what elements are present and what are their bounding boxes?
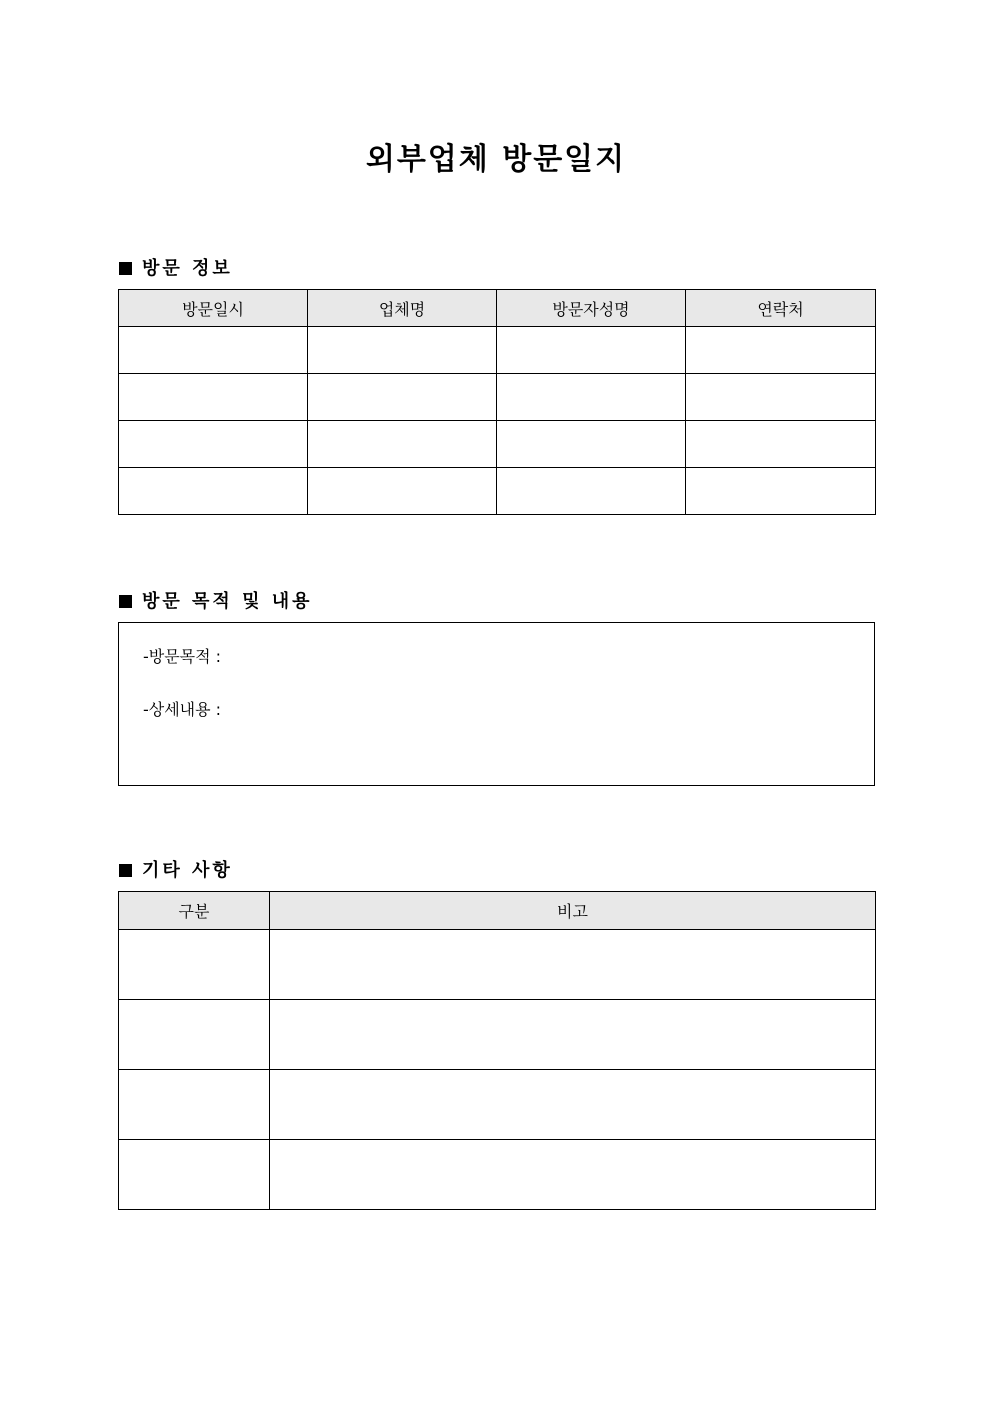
visit-datetime-cell[interactable] — [119, 468, 308, 515]
table-row — [119, 374, 876, 421]
remarks-cell[interactable] — [270, 1140, 876, 1210]
visitor-name-cell[interactable] — [497, 468, 686, 515]
square-bullet-icon — [119, 595, 132, 608]
table-row — [119, 468, 876, 515]
detail-content-label: -상세내용 : — [143, 700, 222, 719]
visit-datetime-cell[interactable] — [119, 327, 308, 374]
column-header-category: 구분 — [119, 892, 270, 930]
company-name-cell[interactable] — [308, 374, 497, 421]
section-heading-other — [119, 856, 233, 882]
visitor-name-cell[interactable] — [497, 327, 686, 374]
contact-cell[interactable] — [686, 468, 876, 515]
remarks-cell[interactable] — [270, 1070, 876, 1140]
category-cell[interactable] — [119, 930, 270, 1000]
category-cell[interactable] — [119, 1000, 270, 1070]
section-heading-purpose — [119, 587, 313, 613]
visit-datetime-cell[interactable] — [119, 374, 308, 421]
visitor-name-cell[interactable] — [497, 374, 686, 421]
column-header-visit-datetime: 방문일시 — [119, 290, 308, 327]
visit-purpose-line — [143, 644, 221, 667]
table-header-row — [119, 290, 876, 327]
company-name-cell[interactable] — [308, 468, 497, 515]
column-header-company-name: 업체명 — [308, 290, 497, 327]
purpose-content-box[interactable] — [118, 622, 875, 786]
other-notes-table — [118, 891, 876, 1210]
contact-cell[interactable] — [686, 421, 876, 468]
contact-cell[interactable] — [686, 327, 876, 374]
remarks-cell[interactable] — [270, 1000, 876, 1070]
visit-datetime-cell[interactable] — [119, 421, 308, 468]
column-header-visitor-name: 방문자성명 — [497, 290, 686, 327]
remarks-cell[interactable] — [270, 930, 876, 1000]
document-title: 외부업체 방문일지 — [365, 142, 627, 177]
square-bullet-icon — [119, 864, 132, 877]
table-header-row — [119, 892, 876, 930]
column-header-contact: 연락처 — [686, 290, 876, 327]
table-row — [119, 327, 876, 374]
company-name-cell[interactable] — [308, 327, 497, 374]
table-row — [119, 1140, 876, 1210]
detail-content-line — [143, 697, 221, 720]
square-bullet-icon — [119, 262, 132, 275]
category-cell[interactable] — [119, 1140, 270, 1210]
section-heading-visit-info — [119, 254, 233, 280]
category-cell[interactable] — [119, 1070, 270, 1140]
table-row — [119, 1070, 876, 1140]
section-heading-label: 방문 목적 및 내용 — [142, 591, 313, 612]
visitor-name-cell[interactable] — [497, 421, 686, 468]
section-heading-label: 기타 사항 — [142, 860, 233, 881]
visit-purpose-label: -방문목적 : — [143, 647, 222, 666]
visit-info-table — [118, 289, 876, 515]
section-heading-label: 방문 정보 — [142, 258, 233, 279]
company-name-cell[interactable] — [308, 421, 497, 468]
contact-cell[interactable] — [686, 374, 876, 421]
column-header-remarks: 비고 — [270, 892, 876, 930]
table-row — [119, 421, 876, 468]
table-row — [119, 930, 876, 1000]
table-row — [119, 1000, 876, 1070]
